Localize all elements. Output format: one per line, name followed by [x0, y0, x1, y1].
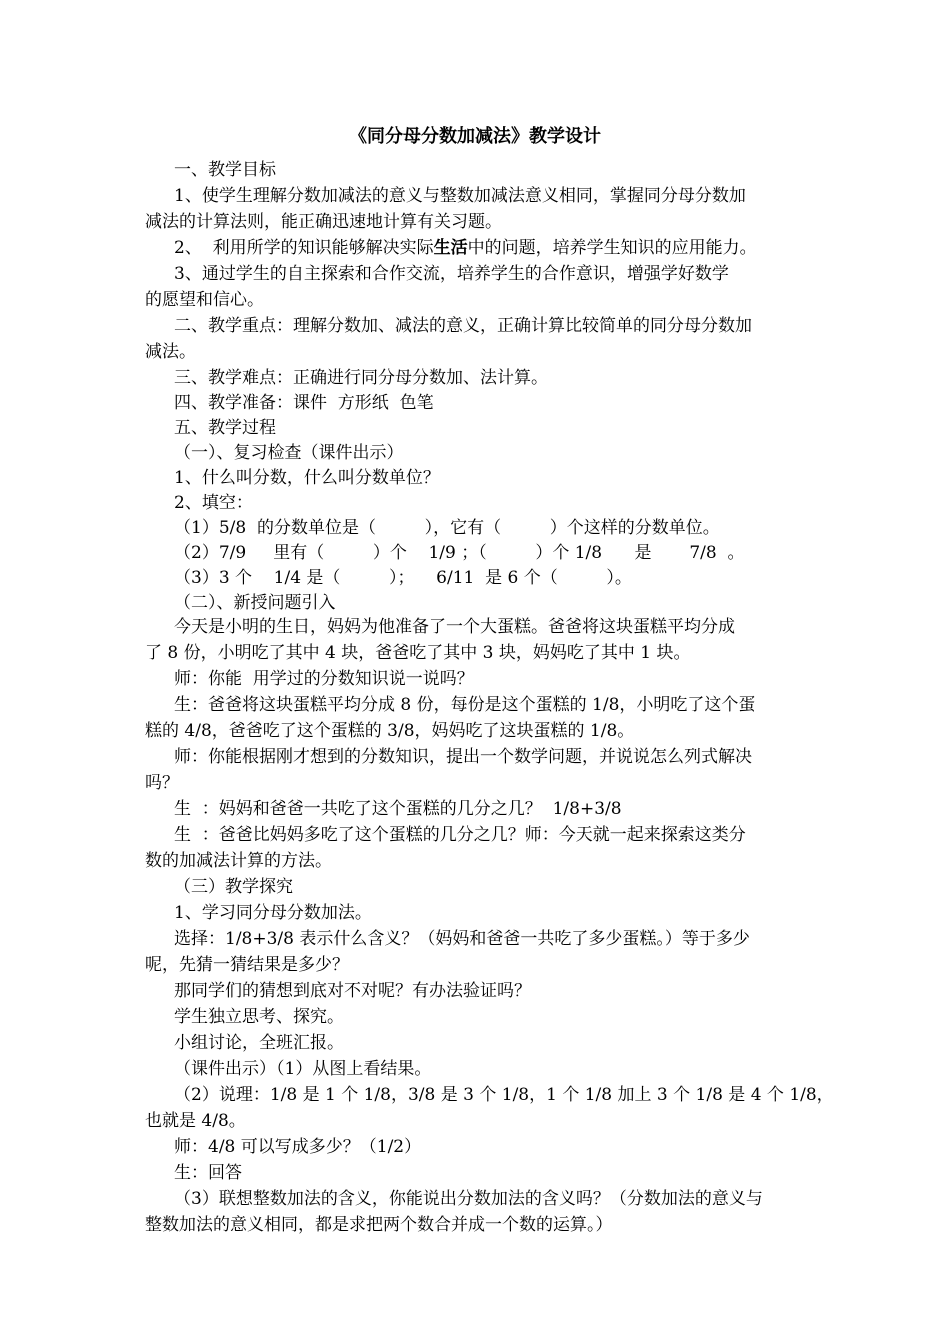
key-points-line-1: 二、教学重点：理解分数加、减法的意义，正确计算比较简单的同分母分数加	[174, 316, 752, 336]
document-title: 《同分母分数加减法》教学设计	[349, 126, 601, 147]
review-question-2: 2、填空：	[174, 493, 253, 513]
student-line-3a: 生 ：爸爸比妈妈多吃了这个蛋糕的几分之几？师：今天就一起来探索这类分	[174, 825, 746, 845]
objective-3-line-2: 的愿望和信心。	[145, 290, 264, 310]
fill-blank-3: （3）3 个 1/4 是（ ）； 6/11 是 6 个（ ）。	[174, 568, 632, 588]
explore-step-7a: （2）说理：1/8 是 1 个 1/8，3/8 是 3 个 1/8，1 个 1/8 加上 3 个 1/8 是 4 个 1/8，	[174, 1085, 834, 1105]
part-3-heading: （三）教学探究	[174, 877, 293, 897]
section-heading-process: 五、教学过程	[174, 418, 276, 438]
difficulties: 三、教学难点：正确进行同分母分数加、法计算。	[174, 368, 548, 388]
student-line-2: 生 ：妈妈和爸爸一共吃了这个蛋糕的几分之几？ 1/8+3/8	[174, 799, 622, 819]
objective-1-line-1: 1、使学生理解分数加减法的意义与整数加减法意义相同，掌握同分母分数加	[174, 186, 746, 206]
teacher-line-2a: 师：你能根据刚才想到的分数知识，提出一个数学问题，并说说怎么列式解决	[174, 747, 752, 767]
explore-step-2b: 呢，先猜一猜结果是多少？	[145, 955, 349, 975]
student-line-1a: 生：爸爸将这块蛋糕平均分成 8 份，每份是这个蛋糕的 1/8，小明吃了这个蛋	[174, 695, 756, 715]
teacher-line-1: 师：你能 用学过的分数知识说一说吗？	[174, 669, 474, 689]
explore-step-10a: （3）联想整数加法的含义，你能说出分数加法的含义吗？（分数加法的意义与	[174, 1189, 763, 1209]
objective-2-text-b: 中的问题，培养学生知识的应用能力。	[467, 238, 757, 258]
fill-blank-2: （2）7/9 里有（ ）个 1/9 ；（ ）个 1/8 是 7/8 。	[174, 543, 745, 563]
explore-step-7b: 也就是 4/8。	[145, 1111, 246, 1131]
explore-step-4: 学生独立思考、探究。	[174, 1007, 344, 1027]
objective-2-bold-word: 生活	[433, 238, 468, 258]
explore-step-6: （课件出示）（1）从图上看结果。	[174, 1059, 432, 1079]
explore-step-3: 那同学们的猜想到底对不对呢？有办法验证吗？	[174, 981, 531, 1001]
objective-3-line-1: 3、通过学生的自主探索和合作交流，培养学生的合作意识，增强学好数学	[174, 264, 729, 284]
explore-step-1: 1、学习同分母分数加法。	[174, 903, 372, 923]
student-line-3b: 数的加减法计算的方法。	[145, 851, 332, 871]
objective-2-text-a: 2、 利用所学的知识能够解决实际	[174, 238, 434, 258]
story-line-1: 今天是小明的生日，妈妈为他准备了一个大蛋糕。爸爸将这块蛋糕平均分成	[174, 617, 735, 637]
key-points-line-2: 减法。	[145, 342, 196, 362]
fill-blank-1: （1）5/8 的分数单位是（ ），它有（ ）个这样的分数单位。	[174, 518, 720, 538]
teacher-line-2b: 吗？	[145, 773, 179, 793]
objective-2	[174, 236, 825, 260]
objective-1-line-2: 减法的计算法则，能正确迅速地计算有关习题。	[145, 212, 502, 232]
explore-step-10b: 整数加法的意义相同，都是求把两个数合并成一个数的运算。）	[145, 1215, 613, 1235]
student-line-1b: 糕的 4/8，爸爸吃了这个蛋糕的 3/8，妈妈吃了这块蛋糕的 1/8。	[145, 721, 635, 741]
part-1-heading: （一）、复习检查（课件出示）	[174, 443, 404, 463]
part-2-heading: （二）、新授问题引入	[174, 593, 336, 613]
explore-step-8: 师：4/8 可以写成多少？（1/2）	[174, 1137, 422, 1157]
review-question-1: 1、什么叫分数，什么叫分数单位？	[174, 468, 440, 488]
explore-step-9: 生：回答	[174, 1163, 242, 1183]
section-heading-objectives: 一、教学目标	[174, 160, 276, 180]
story-line-2: 了 8 份，小明吃了其中 4 块，爸爸吃了其中 3 块，妈妈吃了其中 1 块。	[145, 643, 691, 663]
explore-step-2a: 选择：1/8+3/8 表示什么含义？（妈妈和爸爸一共吃了多少蛋糕。）等于多少	[174, 929, 750, 949]
explore-step-5: 小组讨论，全班汇报。	[174, 1033, 344, 1053]
preparation: 四、教学准备：课件 方形纸 色笔	[174, 393, 434, 413]
